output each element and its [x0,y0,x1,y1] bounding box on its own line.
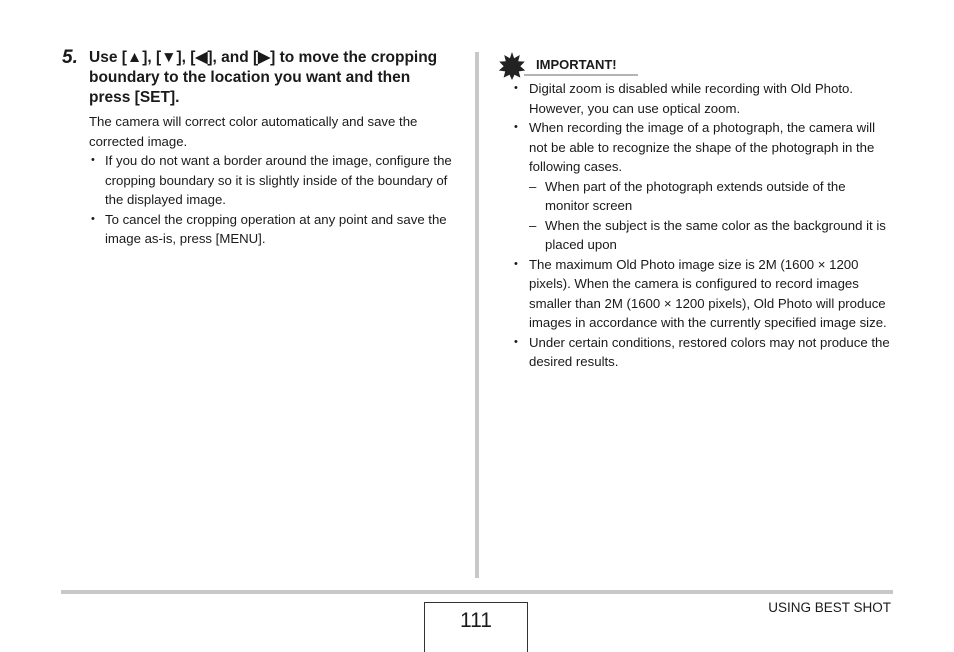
important-body [498,79,893,372]
step-number: 5. [62,47,78,68]
step-header [62,48,452,108]
column-divider [475,52,479,578]
step-title: Use [▲], [▼], [◀], and [▶] to move the cropping boundary to the location you want and then press [SET]. [89,49,438,106]
step-bullet-list [89,151,452,249]
step-bullet: • If you do not want a border around the image, configure the cropping boundary so it is slightly inside of the boundary of the displayed image. [89,151,452,210]
starburst-icon [498,52,526,80]
important-bullet [498,118,893,255]
dash-list [529,177,893,255]
important-header [498,52,893,78]
section-name: USING BEST SHOT [768,600,891,615]
step-description: The camera will correct color automatically and save the corrected image. [89,114,418,149]
step-section [62,48,452,249]
dash-item: – When the subject is the same color as the background it is placed upon [529,216,893,255]
step-body [62,112,452,249]
important-bullet: • Digital zoom is disabled while recording with Old Photo. However, you can use optical zoom. [498,79,893,118]
important-section [498,52,893,372]
important-bullet: • Under certain conditions, restored colors may not produce the desired results. [498,333,893,372]
step-bullet: • To cancel the cropping operation at any point and save the image as-is, press [MENU]. [89,210,452,249]
important-bullet-list [498,79,893,372]
footer-rule [61,590,893,594]
important-bullet: • The maximum Old Photo image size is 2M (1600 × 1200 pixels). When the camera is configured to record images smaller than 2M (1600 × 1200 pixels), Old Photo will produce images in accordance with the currently specified image size. [498,255,893,333]
page-number: 111 [424,602,528,652]
important-bullet-text: When recording the image of a photograph, the camera will not be able to recognize the shape of the photograph in the following cases. [529,120,875,174]
important-label: IMPORTANT! [536,57,617,72]
important-underline [524,74,638,76]
dash-item: – When part of the photograph extends outside of the monitor screen [529,177,893,216]
